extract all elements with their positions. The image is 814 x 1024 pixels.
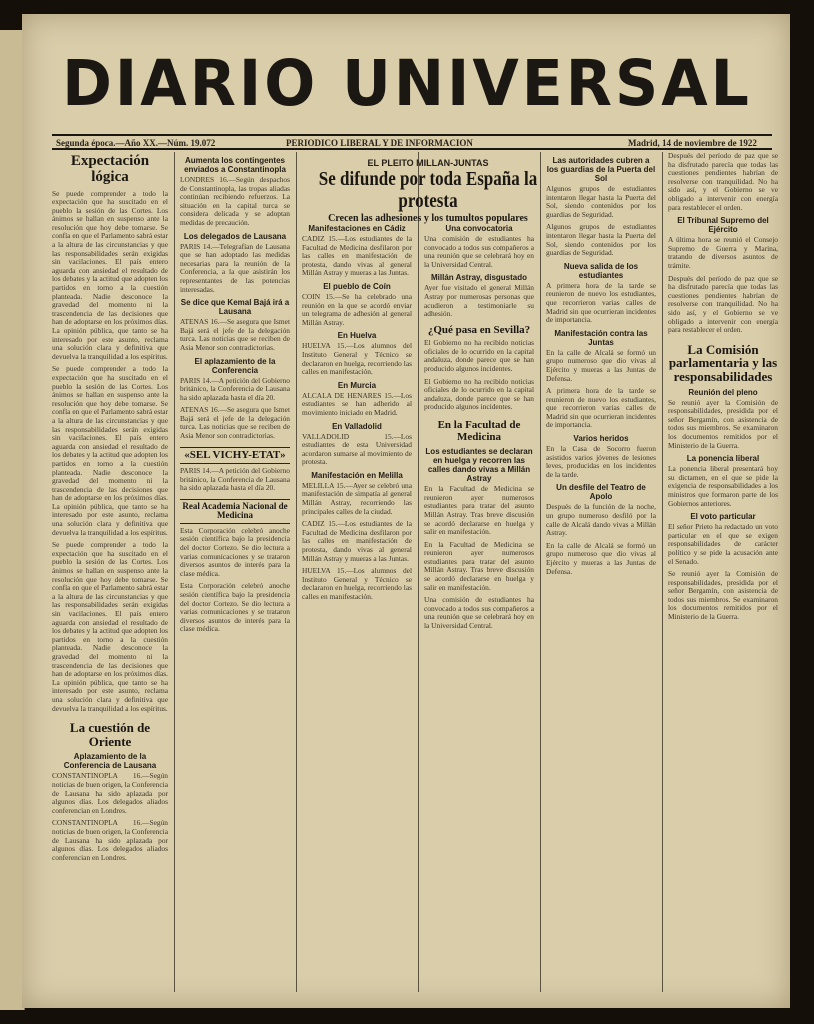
subheading: Un desfile del Teatro de Apolo [556,483,646,502]
column-6 [668,152,778,998]
article-text: Una comisión de estudiantes ha convocado a todos sus compañeros a una reunión que se celebrará hoy en la Universidad Central. [424,595,534,631]
article-text: ALCALA DE HENARES 15.—Los estudiantes se han adherido al movimiento iniciado en Madrid. [302,390,412,417]
article-text: En la Casa de Socorro fueron asistidos varios jóvenes de lesiones leves, producidas en los incidentes de la tarde. [546,444,656,479]
masthead-rule-bottom [52,148,772,150]
column-2 [180,152,290,998]
column-rule [174,152,175,992]
column-4 [424,220,534,998]
article-text: CADIZ 15.—Los estudiantes de la Facultad de Medicina desfilaron por las calles en manifestación de protesta, dando vivas al general Millán Astray y mueras a las Juntas. [302,519,412,563]
subheading: Manifestación en Melilla [311,470,403,480]
main-deck: Crecen las adhesiones y los tumultos populares [328,212,528,224]
subheading: El pueblo de Coín [323,281,391,291]
subheading: Nueva salida de los estudiantes [563,261,639,280]
column-rule [418,152,419,992]
subheading: Manifestación contra las Juntas [554,328,648,347]
article-text: En la calle de Alcalá se formó un grupo numeroso que dio vivas al Ejército y mueras a las Juntas de Defensa. [546,347,656,383]
article-text: El señor Prieto ha redactado un voto particular en el que se exigen responsabilidades de carácter político y se pide la acusación ante el Senado. [668,522,778,566]
article-text: HUELVA 15.—Los alumnos del Instituto General y Técnico se declararon en huelga, recorriendo las calles en manifestación. [302,341,412,377]
subheading: Los estudiantes se declaran en huelga y recorren las calles dando vivas a Millán Astray [425,447,533,484]
article-text: CADIZ 15.—Los estudiantes de la Facultad de Medicina desfilaron por las calles en manifestación de protesta, dando vivas al general Millán Astray y mueras a las Juntas. [302,234,412,278]
article-text: Esta Corporación celebró anoche sesión científica bajo la presidencia del doctor Cortezo. Se dio lectura a varias comunicaciones y se trataron diversos asuntos de interés para la clase médica. [180,525,290,578]
subheading: El aplazamiento de la Conferencia [194,356,276,375]
article-text: Una comisión de estudiantes ha convocado a todos sus compañeros a una reunión que se celebrará hoy en la Universidad Central. [424,234,534,269]
article-text: Después del período de paz que se ha disfrutado parecía que todas las cuestiones pendientes habrían de resolverse con tranquilidad. No ha sido así, y el Gobierno se ve obligado a intervenir con energía para restablecer el orden. [668,273,778,335]
headline-sevilla: ¿Qué pasa en Sevilla? [427,323,531,336]
subheading: Millán Astray, disgustado [430,273,527,283]
article-text: VALLADOLID 15.—Los estudiantes de esta Universidad acordaron sumarse al movimiento de protesta. [302,431,412,467]
headline-expectacion: Expectación lógica [70,153,150,185]
column-rule [296,152,297,992]
masthead-rule-top [52,134,772,136]
article-text: ATENAS 16.—Se asegura que Ismet Bajá será el jefe de la delegación turca. Las noticias que se reciben de Asia Menor son contradictorias. [180,317,290,352]
article-text: Algunos grupos de estudiantes intentaron llegar hasta la Puerta del Sol, siendo contenidos por los guardias de Seguridad. [546,222,656,258]
column-rule [662,152,663,992]
column-3 [302,220,412,998]
subheading: Reunión del pleno [688,387,758,397]
article-text: PARIS 14.—Telegrafían de Lausana que se han adoptado las medidas necesarias para la reunión de la Conferencia, a la que asistirán los representantes de las potencias interesadas. [180,241,290,294]
article-text: Se puede comprender a todo la expectación que ha suscitado en el pueblo la sesión de las Cortes. Los ánimos se hallan en suspenso ante la resolución que hoy debe tomarse. Se confía en que el Parlamento sabrá estar a la altura de las circunstancias y que las responsabilidades serán exigidas sin vacilaciones. El país entero aguarda con ansiedad el resultado de los debates y la actitud que adopten los partidos en torno a la cuestión planteada. Nadie desconoce la gravedad del momento ni la trascendencia de las decisiones que han de adoptarse en los próximos días. La opinión pública, que tanto se ha interesado por este asunto, reclama una solución clara y definitiva que devuelva la tranquilidad a los espíritus. [52,364,168,537]
article-text: Ayer fue visitado el general Millán Astray por numerosas personas que acudieron a testimoniarle su adhesión. [424,283,534,319]
article-text: El Gobierno no ha recibido noticias oficiales de lo ocurrido en la capital andaluza, donde parece que se han producido algunos incidentes. [424,338,534,374]
article-text: En la calle de Alcalá se formó un grupo numeroso que dio vivas al Ejército y mueras a las Juntas de Defensa. [546,540,656,576]
subheading: Una convocatoria [445,224,513,233]
article-text: Se puede comprender a todo la expectación que ha suscitado en el pueblo la sesión de las Cortes. Los ánimos se hallan en suspenso ante la resolución que hoy debe tomarse. Se confía en que el Parlamento sabrá estar a la altura de las circunstancias y que las responsabilidades serán exigidas sin vacilaciones. El país entero aguarda con ansiedad el resultado de los debates y la actitud que adopten los partidos en torno a la cuestión planteada. Nadie desconoce la gravedad del momento ni la trascendencia de las decisiones que han de adoptarse en los próximos días. La opinión pública, que tanto se ha interesado por este asunto, reclama una solución clara y definitiva que devuelva la tranquilidad a los espíritus. [52,540,168,713]
masthead-title: DIARIO UNIVERSAL [62,47,752,121]
article-text: La ponencia liberal presentará hoy su dictamen, en el que se pide la exigencia de responsabilidades a los ministros que formaron parte de los Gobiernos anteriores. [668,464,778,508]
subheading: Aumenta los contingentes enviados a Constantinopla [184,156,286,174]
column-5 [546,152,656,998]
column-rule [540,152,541,992]
article-text: Después de la función de la noche, un grupo numeroso desfiló por la calle de Alcalá dando vivas a Millán Astray. [546,502,656,538]
tagline: PERIODICO LIBERAL Y DE INFORMACION [286,138,473,148]
article-text: El Gobierno no ha recibido noticias oficiales de lo ocurrido en la capital andaluza, donde parece que se han producido algunos incidentes. [424,376,534,412]
subheading: Varios heridos [573,434,629,444]
article-text: Se reunió ayer la Comisión de responsabilidades, presidida por el señor Bergamín, con asistencia de todos sus miembros. Se examinaron los documentos remitidos por el Ministerio de la Guerra. [668,397,778,450]
article-text: Esta Corporación celebró anoche sesión científica bajo la presidencia del doctor Cortezo. Se dio lectura a varias comunicaciones y se trataron diversos asuntos de interés para la clase médica. [180,581,290,634]
article-text: Algunos grupos de estudiantes intentaron llegar hasta la Puerta del Sol, siendo contenidos por los guardias de Seguridad. [546,184,656,219]
article-text: PARIS 14.—A petición del Gobierno británico, la Conferencia de Lausana ha sido aplazada hasta el día 20. [180,375,290,402]
article-text: HUELVA 15.—Los alumnos del Instituto General y Técnico se declararon en huelga, recorriendo las calles en manifestación. [302,566,412,601]
article-text: Se reunió ayer la Comisión de responsabilidades, presidida por el señor Bergamín, con asistencia de todos sus miembros. Se examinaron los documentos remitidos por el Ministerio de la Guerra. [668,569,778,622]
box-heading: «SEL VICHY-ETAT» [180,447,290,465]
issue-date: Madrid, 14 de noviembre de 1922 [628,138,757,148]
subheading: En Huelva [337,331,377,341]
newspaper-page [22,14,790,1008]
box-heading: Real Academia Nacional de Medicina [180,499,290,524]
main-story-banner [304,154,552,224]
subheading: Se dice que Kemal Bajá irá a Lausana [180,298,290,317]
headline-comision: La Comisión parlamentaria y las responsabilidades [668,341,778,384]
article-text: Se puede comprender a todo la expectación que ha suscitado en el pueblo la sesión de las Cortes. Los ánimos se hallan en suspenso ante la resolución que hoy debe tomarse. Se confía en que el Parlamento sabrá estar a la altura de las circunstancias y que las responsabilidades serán exigidas sin vacilaciones. El país entero aguarda con ansiedad el resultado de los debates y la actitud que adopten los partidos en torno a la cuestión planteada. Nadie desconoce la gravedad del momento ni la trascendencia de las decisiones que han de adoptarse en los próximos días. La opinión pública, que tanto se ha interesado por este asunto, reclama una solución clara y definitiva que devuelva la tranquilidad a los espíritus. [52,188,168,361]
subheading: Aplazamiento de la Conferencia de Lausana [63,752,157,771]
article-text: A última hora se reunió el Consejo Supremo de Guerra y Marina, tratando de diversos asuntos de trámite. [668,235,778,270]
article-text: LONDRES 16.—Según despachos de Constantinopla, las tropas aliadas continúan recibiendo refuerzos. La situación en la capital turca se considera delicada y se adoptan medidas de precaución. [180,175,290,227]
article-text: CONSTANTINOPLA 16.—Según noticias de buen origen, la Conferencia de Lausana ha sido aplazada por algunos días. Los delegados aliados conferencian en Londres. [52,771,168,815]
article-text: COIN 15.—Se ha celebrado una reunión en la que se acordó enviar un telegrama de adhesión al general Millán Astray. [302,291,412,327]
main-headline: Se difunde por toda España la protesta [318,167,538,212]
kicker: EL PLEITO MILLAN-JUNTAS [367,158,489,168]
headline-oriente: La cuestión de Oriente [69,720,151,749]
column-1 [52,152,168,998]
subheading: Las autoridades cubren a los guardias de la Puerta del Sol [546,156,656,183]
article-text: En la Facultad de Medicina se reunieron ayer numerosos estudiantes para tratar del asunto Millán Astray. Tras breve discusión se acordó declararse en huelga y salir en manifestación. [424,539,534,592]
subheading: En Valladolid [332,421,382,431]
headline-medicina: En la Facultad de Medicina [437,419,521,443]
article-text: MELILLA 15.—Ayer se celebró una manifestación de simpatía al general Millán Astray, recorriendo las principales calles de la ciudad. [302,480,412,516]
article-text: CONSTANTINOPLA 16.—Según noticias de buen origen, la Conferencia de Lausana ha sido aplazada por algunos días. Los delegados aliados conferencian en Londres. [52,818,168,862]
article-text: A primera hora de la tarde se reunieron de nuevo los estudiantes, que recorrieron varias calles de Madrid sin que ocurrieran incidentes de importancia. [546,386,656,430]
article-text: PARIS 14.—A petición del Gobierno británico, la Conferencia de Lausana ha sido aplazada hasta el día 20. [180,466,290,493]
edition-info: Segunda época.—Año XX.—Núm. 19.072 [56,138,216,148]
article-text: A primera hora de la tarde se reunieron de nuevo los estudiantes, que recorrieron varias calles de Madrid sin que ocurrieran incidentes de importancia. [546,280,656,325]
subheading: El voto particular [690,512,756,522]
subheading: La ponencia liberal [686,454,760,464]
article-text: ATENAS 16.—Se asegura que Ismet Bajá será el jefe de la delegación turca. Las noticias que se reciben de Asia Menor son contradictorias. [180,405,290,441]
article-text: Después del período de paz que se ha disfrutado parecía que todas las cuestiones pendientes habrían de resolverse con tranquilidad. No ha sido así, y el Gobierno se ve obligado a intervenir con energía para restablecer el orden. [668,152,778,212]
subheading: El Tribunal Supremo del Ejército [677,216,769,235]
subheading: En Murcia [337,380,377,390]
article-text: En la Facultad de Medicina se reunieron ayer numerosos estudiantes para tratar del asunto Millán Astray. Tras breve discusión se acordó declararse en huelga y salir en manifestación. [424,484,534,537]
subheading: Los delegados de Lausana [183,231,287,241]
subheading: Manifestaciones en Cádiz [308,224,406,233]
